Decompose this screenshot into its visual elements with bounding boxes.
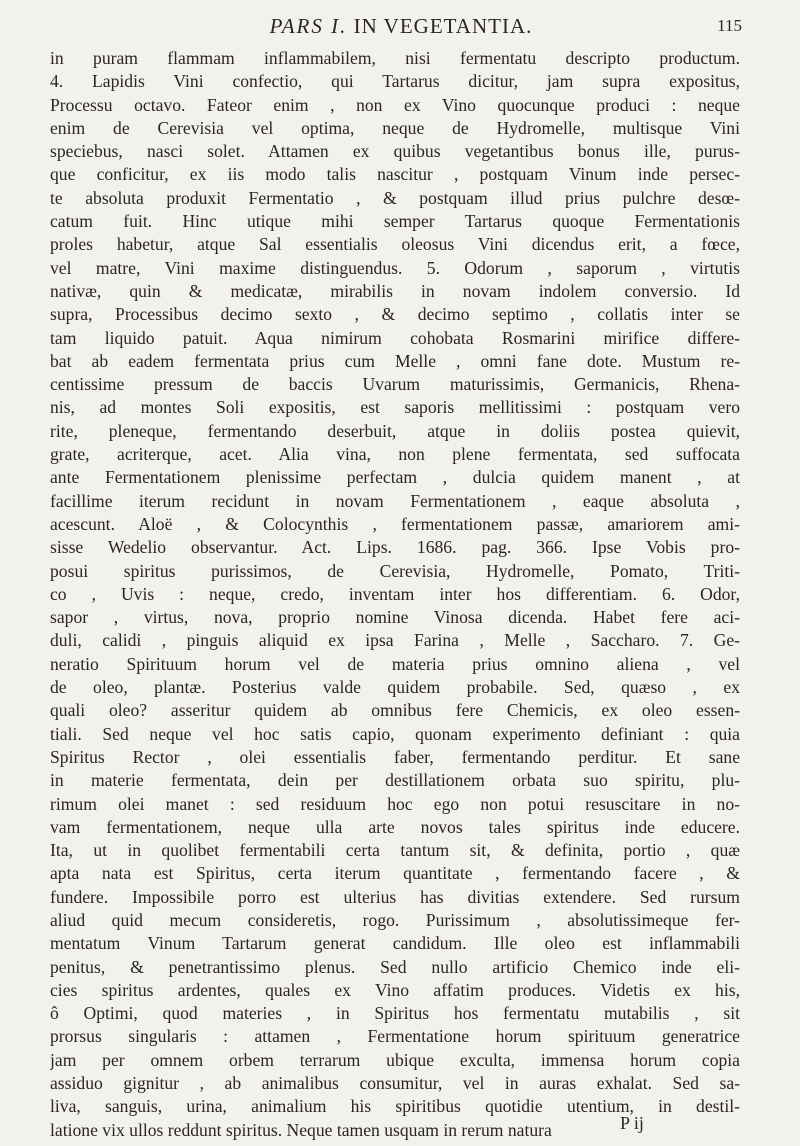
text-line: tam liquido patuit. Aqua nimirum cohobata Rosmarini mirifice differe- [50, 327, 740, 348]
text-line: jam per omnem orbem terrarum ubique exculta, immensa horum copia [50, 1049, 740, 1070]
running-head [60, 14, 742, 39]
text-line: speciebus, nasci solet. Attamen ex quibus vegetantibus bonus ille, purus- [50, 141, 740, 162]
text-line: mentatum Vinum Tartarum generat candidum. Ille oleo est inflammabili [50, 933, 740, 954]
text-line: penitus, & penetrantissimo plenus. Sed nullo artificio Chemico inde eli- [50, 956, 740, 977]
text-line: ô Optimi, quod materies , in Spiritus hos fermentatu mutabilis , sit [50, 1003, 740, 1024]
text-line: catum fuit. Hinc utique mihi semper Tartarus quoque Fermentationis [50, 211, 740, 232]
text-line: Spiritus Rector , olei essentialis faber, fermentando perditur. Et sane [50, 746, 740, 767]
running-head-title: IN VEGETANTIA. [353, 14, 533, 38]
page-header [60, 14, 742, 44]
text-line: in materie fermentata, dein per destillationem orbata suo spiritu, plu- [50, 770, 740, 791]
text-line: fundere. Impossibile porro est ulterius has divitias extendere. Sed rursum [50, 886, 740, 907]
text-line: liva, sanguis, urina, animalium his spiritibus quotidie utentium, in destil- [50, 1096, 740, 1117]
text-line: aliud quid mecum consideretis, rogo. Purissimum , absolutissimeque fer- [50, 909, 740, 930]
body-text [50, 47, 740, 1142]
text-line: supra, Processibus decimo sexto , & decimo septimo , collatis inter se [50, 304, 740, 325]
text-line: facillime iterum recidunt in novam Fermentationem , eaque absoluta , [50, 490, 740, 511]
text-line: apta nata est Spiritus, certa iterum quantitate , fermentando facere , & [50, 863, 740, 884]
text-line: rimum olei manet : sed residuum hoc ego non potui resuscitare in no- [50, 793, 740, 814]
text-line: in puram flammam inflammabilem, nisi fermentatu descripto productum. [50, 48, 740, 68]
text-line: acescunt. Aloë , & Colocynthis , fermentationem passæ, amariorem ami- [50, 513, 740, 534]
text-line: 4. Lapidis Vini confectio, qui Tartarus dicitur, jam supra expositus, [50, 71, 740, 92]
text-line: Processu octavo. Fateor enim , non ex Vino quocunque produci : neque [50, 94, 740, 115]
text-line: prorsus singularis : attamen , Fermentatione horum spirituum generatrice [50, 1026, 740, 1047]
text-line: proles habetur, atque Sal essentialis oleosus Vini dicendus erit, a fœce, [50, 234, 740, 255]
text-line: sapor , virtus, nova, proprio nomine Vinosa dicenda. Habet fere aci- [50, 607, 740, 628]
text-line: Ita, ut in quolibet fermentabili certa tantum sit, & definita, portio , quæ [50, 840, 740, 861]
text-line: nis, ad montes Soli expositis, est saporis mellitissimi : postquam vero [50, 397, 740, 418]
text-line: de oleo, plantæ. Posterius valde quidem probabile. Sed, quæso , ex [50, 677, 740, 698]
text-line: latione vix ullos reddunt spiritus. Neque tamen usquam in rerum natura [50, 1119, 552, 1140]
text-line: sisse Wedelio observantur. Act. Lips. 1686. pag. 366. Ipse Vobis pro- [50, 537, 740, 558]
text-line: assiduo gignitur , ab animalibus consumitur, vel in auras exhalat. Sed sa- [50, 1073, 740, 1094]
text-line: tiali. Sed neque vel hoc satis capio, quonam experimento definiant : quia [50, 723, 740, 744]
page-number: 115 [717, 16, 742, 35]
text-line: bat ab eadem fermentata prius cum Melle , omni fane dote. Mustum re- [50, 350, 740, 371]
text-line: vel matre, Vini maxime distinguendus. 5. Odorum , saporum , virtutis [50, 257, 740, 278]
text-line: posui spiritus purissimos, de Cerevisia, Hydromelle, Pomato, Triti- [50, 560, 740, 581]
text-line: cies spiritus ardentes, quales ex Vino affatim produces. Videtis ex his, [50, 979, 740, 1000]
text-line: enim de Cerevisia vel optima, neque de Hydromelle, multisque Vini [50, 117, 740, 138]
text-line: ante Fermentationem plenissime perfectam , dulcia quidem manent , at [50, 467, 740, 488]
text-line: rite, pleneque, fermentando deserbuit, atque in doliis postea quievit, [50, 420, 740, 441]
running-head-pars: PARS I. [269, 14, 348, 38]
text-line: centissime pressum de baccis Uvarum maturissimis, Germanicis, Rhena- [50, 374, 740, 395]
text-line: nativæ, quin & medicatæ, mirabilis in novam indolem conversio. Id [50, 280, 740, 301]
text-line: neratio Spirituum horum vel de materia prius omnino aliena , vel [50, 653, 740, 674]
text-line: te absoluta produxit Fermentatio , & postquam illud prius pulchre desœ- [50, 187, 740, 208]
text-line: vam fermentationem, neque ulla arte novos tales spiritus inde educere. [50, 816, 740, 837]
text-line: quali oleo? asseritur quidem ab omnibus fere Chemicis, ex oleo essen- [50, 700, 740, 721]
text-line: grate, acriterque, acet. Alia vina, non plene fermentata, sed suffocata [50, 444, 740, 465]
text-line: que conficitur, ex iis modo talis nascitur , postquam Vinum inde persec- [50, 164, 740, 185]
text-line: duli, calidi , pinguis aliquid ex ipsa Farina , Melle , Saccharo. 7. Ge- [50, 630, 740, 651]
signature-mark: P ij [620, 1113, 644, 1133]
text-line: co , Uvis : neque, credo, inventam inter hos differentiam. 6. Odor, [50, 583, 740, 604]
